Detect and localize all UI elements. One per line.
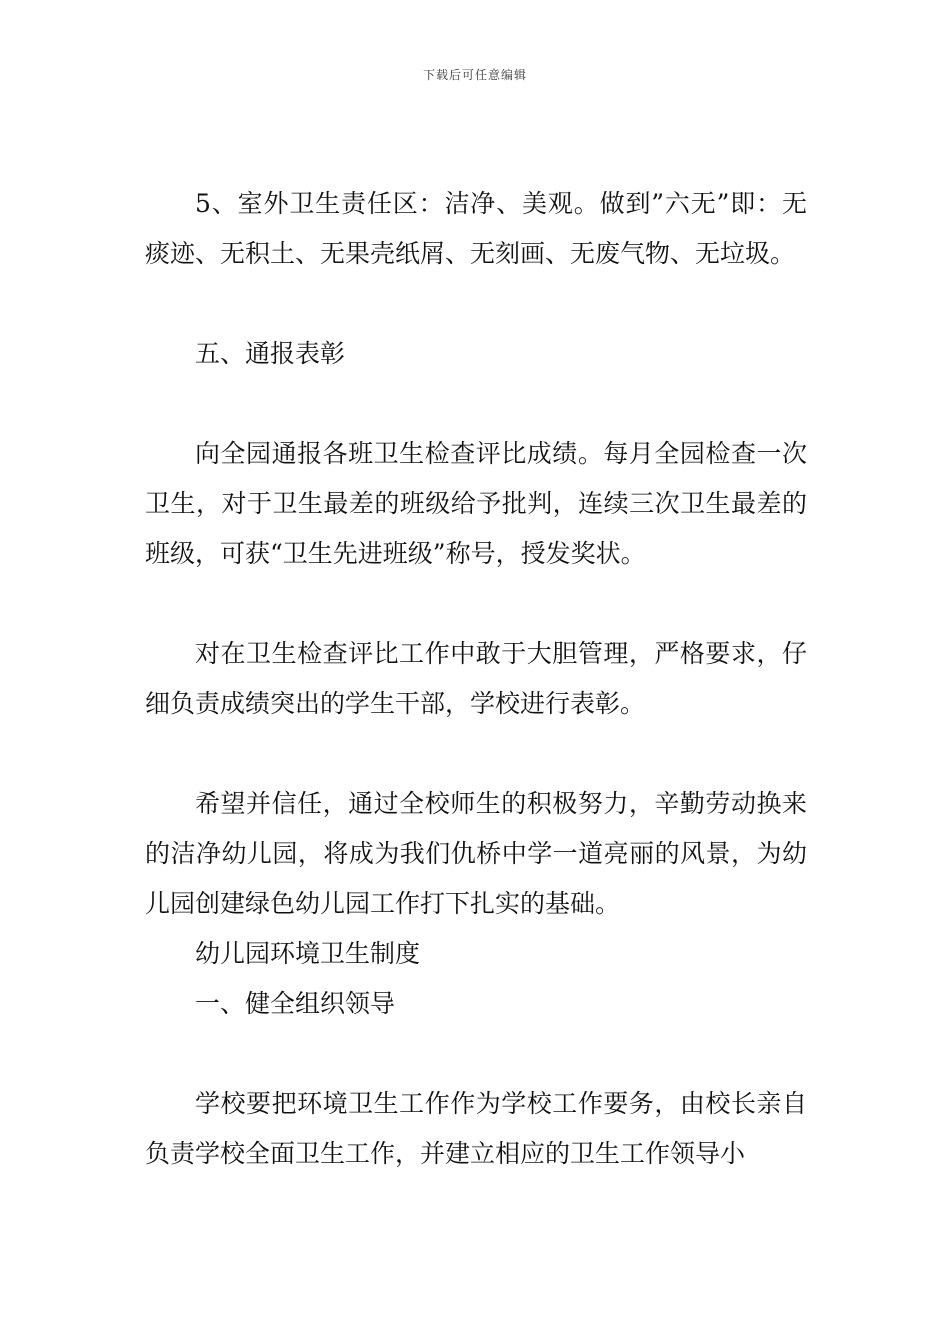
paragraph-student-cadres: 对在卫生检查评比工作中敢于大胆管理，严格要求，仔细负责成绩突出的学生干部，学校进行表彰。 [145,639,807,718]
section-heading-leadership: 一、健全组织领导 [195,989,396,1018]
paragraph-hope: 希望并信任，通过全校师生的积极努力，辛勤劳动换来的洁净幼儿园，将成为我们仇桥中学一道亮丽的风景，为幼儿园创建绿色幼儿园工作打下扎实的基础。 [145,789,807,918]
section-heading-commendation: 五、通报表彰 [195,339,346,368]
document-title-hygiene-system: 幼儿园环境卫生制度 [195,939,421,968]
paragraph-school-leadership: 学校要把环境卫生工作作为学校工作要务，由校长亲自负责学校全面卫生工作，并建立相应的卫生工作领导小 [145,1089,807,1168]
document-body [145,179,807,1179]
paragraph-class-ranking: 向全园通报各班卫生检查评比成绩。每月全园检查一次卫生，对于卫生最差的班级给予批判，连续三次卫生最差的班级，可获“卫生先进班级”称号，授发奖状。 [145,439,807,568]
page-header-note: 下载后可任意编辑 [422,68,527,82]
paragraph-outdoor-hygiene: 5、室外卫生责任区：洁净、美观。做到”六无”即：无痰迹、无积土、无果壳纸屑、无刻画、无废气物、无垃圾。 [145,189,807,268]
